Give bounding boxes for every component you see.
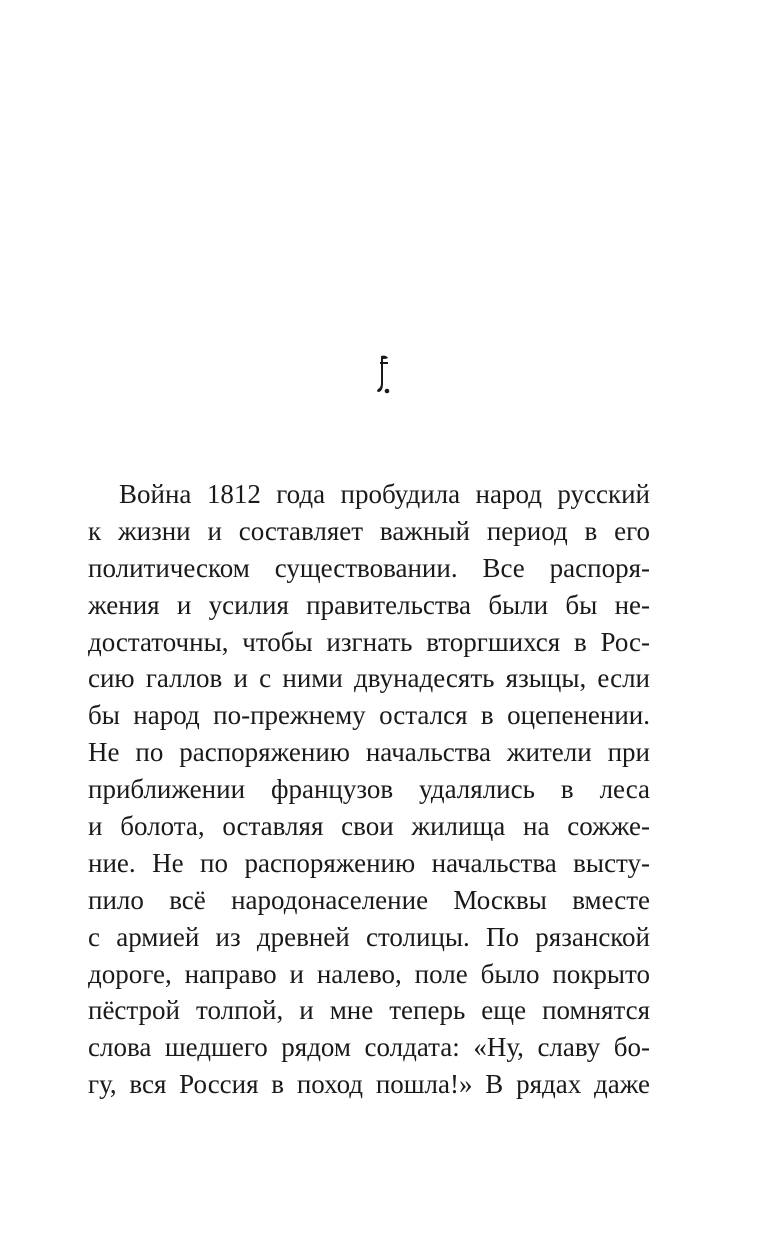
text-line-3: политическом существовании. Все распоря- xyxy=(88,552,650,583)
chapter-ornament xyxy=(0,352,768,396)
text-line-12: пило всё народонаселение Москвы вместе xyxy=(88,884,650,915)
body-text xyxy=(88,476,650,1103)
chapter-ornament-icon xyxy=(376,354,392,394)
text-line-6: сию галлов и с ними двунадесять языцы, если xyxy=(88,663,650,694)
text-line-10: и болота, оставляя свои жилища на сожже- xyxy=(88,811,650,842)
text-line-13: с армией из древней столицы. По рязанской xyxy=(88,921,650,952)
text-line-16: слова шедшего рядом солдата: «Ну, славу бо- xyxy=(88,1032,650,1063)
text-line-4: жения и усилия правительства были бы не- xyxy=(88,589,650,620)
text-line-9: приближении французов удалялись в леса xyxy=(88,774,650,805)
text-line-17: гу, вся Россия в поход пошла!» В рядах даже xyxy=(88,1069,650,1100)
text-line-11: ние. Не по распоряжению начальства высту- xyxy=(88,847,650,878)
text-line-1: Война 1812 года пробудила народ русский xyxy=(119,479,650,509)
text-line-15: пёстрой толпой, и мне теперь еще помнятся xyxy=(88,995,650,1026)
text-line-2: к жизни и составляет важный период в его xyxy=(88,515,650,546)
text-line-8: Не по распоряжению начальства жители при xyxy=(88,737,650,768)
text-line-7: бы народ по-прежнему остался в оцепенении. xyxy=(88,700,650,731)
text-line-5: достаточны, чтобы изгнать вторгшихся в Рос- xyxy=(88,626,650,657)
text-line-14: дороге, направо и налево, поле было покрыто xyxy=(88,958,650,989)
